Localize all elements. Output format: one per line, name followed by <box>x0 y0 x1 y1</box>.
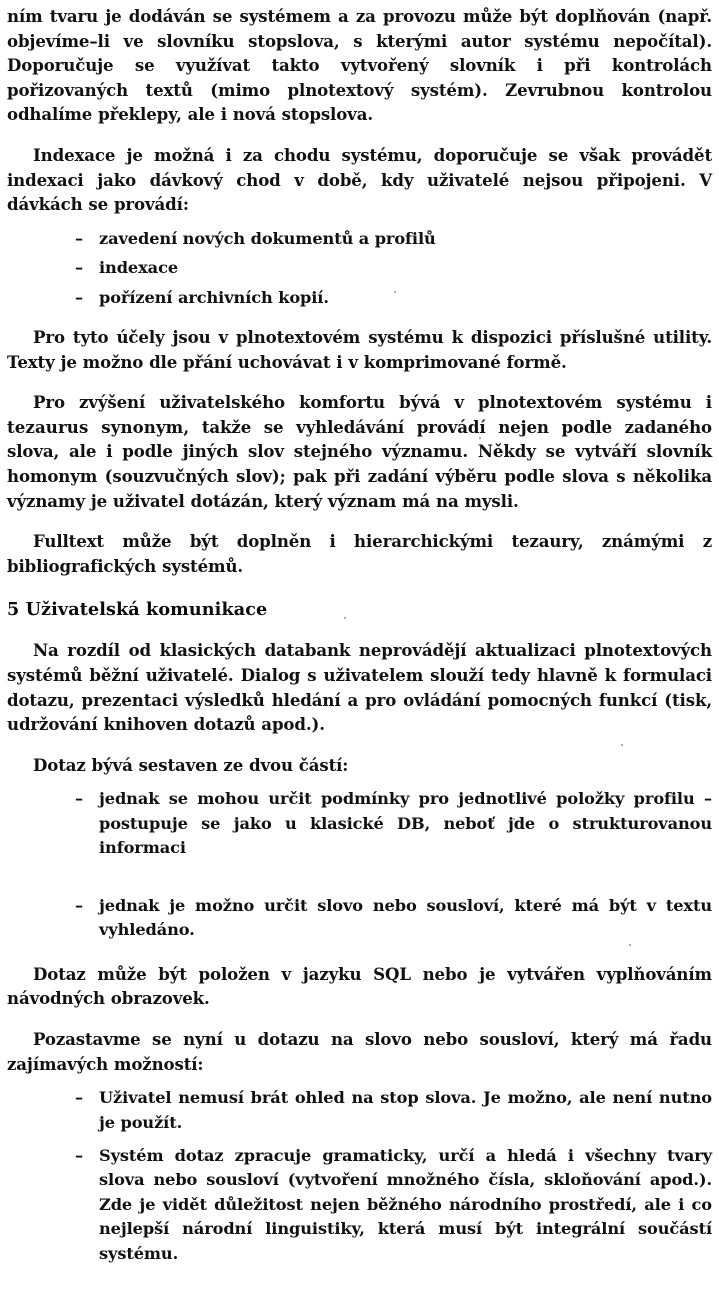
list-item <box>7 1086 712 1135</box>
list-item <box>7 286 712 310</box>
paragraph-query-parts: Dotaz bývá sestaven ze dvou částí: <box>33 754 349 775</box>
paragraph-thesaurus-part-1: Pro zvýšení uživatelského komfortu bývá v plnotextovém systému i <box>33 392 712 413</box>
paragraph-gap <box>7 622 712 638</box>
list-item-text: pořízení archivních kopií. <box>99 287 329 307</box>
paragraph-gap <box>7 374 712 390</box>
section-heading-5: 5 Uživatelská komunikace <box>7 599 268 621</box>
list-item <box>7 227 712 251</box>
list-item-text: indexace <box>99 258 179 278</box>
bold-term-thesaurus: tezaurus synonym, <box>7 416 190 437</box>
paragraph-utilities: Pro tyto účely jsou v plnotextovém systému k dispozici příslušné utility. Texty je možno dle přání uchovávat i v komprimované formě. <box>7 326 712 372</box>
list-item-text: Systém dotaz zpracuje gramaticky, určí a hledá i všechny tvary slova nebo sousloví (vytvoření množného čísla, skloňování apod.). Zde je vidět důležitost nejen běžného národního prostředí, ale i co nejlepší národní linguistiky, která musí být integrální součástí systému. <box>99 1145 712 1263</box>
paragraph-thesaurus-part-2: takže se vyhledávání provádí nejen podle zadaného slova, ale i podle jiných slov stejného významu. Někdy se vytváří slovník homonym (souzvučných slov); pak při zadání výběru podle slova s několika významy je uživatel dotázán, který význam má na mysli. <box>7 416 713 511</box>
section-gap <box>7 578 712 598</box>
paragraph-word-query-options: Pozastavme se nyní u dotazu na slovo nebo sousloví, který má řadu zajímavých možností: <box>7 1028 712 1074</box>
paragraph-gap <box>7 1011 712 1027</box>
paragraph-gap <box>7 315 712 325</box>
dash-bullet-icon: – <box>75 1145 83 1165</box>
list-item <box>7 256 712 280</box>
list-item <box>7 1144 712 1290</box>
paragraph-gap <box>7 513 712 529</box>
list-item-text: jednak se mohou určit podmínky pro jednotlivé položky profilu – postupuje se jako u klasické DB, neboť jde o strukturovanou informaci <box>99 789 712 858</box>
dash-bullet-icon: – <box>75 895 83 915</box>
paragraph-gap <box>7 1076 712 1086</box>
paragraph-gap <box>7 777 712 787</box>
paragraph-thesaurus <box>7 390 712 513</box>
paragraph-user-dialog: Na rozdíl od klasických databank neprovádějí aktualizaci plnotextových systémů běžní uživatelé. Dialog s uživatelem slouží tedy hlavně k formulaci dotazu, prezentaci výsledků hledání a pro ovládání pomocných funkcí (tisk, udržování knihoven dotazů apod.). <box>7 640 712 735</box>
paragraph-sql-query: Dotaz může být položen v jazyku SQL nebo je vytvářen vyplňováním návodných obrazovek. <box>7 963 712 1009</box>
paragraph-gap <box>7 217 712 227</box>
paragraph-fulltext-thesauri: Fulltext může být doplněn i hierarchickými tezaury, známými z bibliografických systémů. <box>7 531 712 576</box>
list-item-text: Uživatel nemusí brát ohled na stop slova. Je možno, ale není nutno je použít. <box>99 1088 712 1132</box>
bullet-list-batch-operations <box>7 227 712 310</box>
paragraph-indexing-intro: Indexace je možná i za chodu systému, doporučuje se však provádět indexaci jako dávkový chod v době, kdy uživatelé nejsou připojeni. V dávkách se provádí: <box>7 144 712 215</box>
text-column <box>7 0 712 1299</box>
dash-bullet-icon: – <box>75 228 83 248</box>
dash-bullet-icon: – <box>75 789 83 809</box>
paragraph-continuation: ním tvaru je dodáván se systémem a za provozu může být doplňován (např. objevíme–li ve slovníku stopslova, s kterými autor systému nepočítal). Doporučuje se využívat takto vytvořený slovník i při kontrolách pořizovaných textů (mimo plnotextový systém). Zevrubnou kontrolou odhalíme překlepy, ale i nová stopslova. <box>7 6 712 125</box>
dash-bullet-icon: – <box>75 258 83 278</box>
bullet-list-query-parts <box>7 787 712 942</box>
list-item <box>7 894 712 943</box>
bullet-list-query-options <box>7 1086 712 1290</box>
paragraph-gap <box>7 127 712 143</box>
list-item-text: zavedení nových dokumentů a profilů <box>99 228 436 248</box>
list-item <box>7 787 712 885</box>
paragraph-gap <box>7 737 712 753</box>
paragraph-gap <box>7 952 712 962</box>
dash-bullet-icon: – <box>75 1088 83 1108</box>
dash-bullet-icon: – <box>75 287 83 307</box>
list-item-text: jednak je možno určit slovo nebo sousloví, které má být v textu vyhledáno. <box>99 895 712 940</box>
